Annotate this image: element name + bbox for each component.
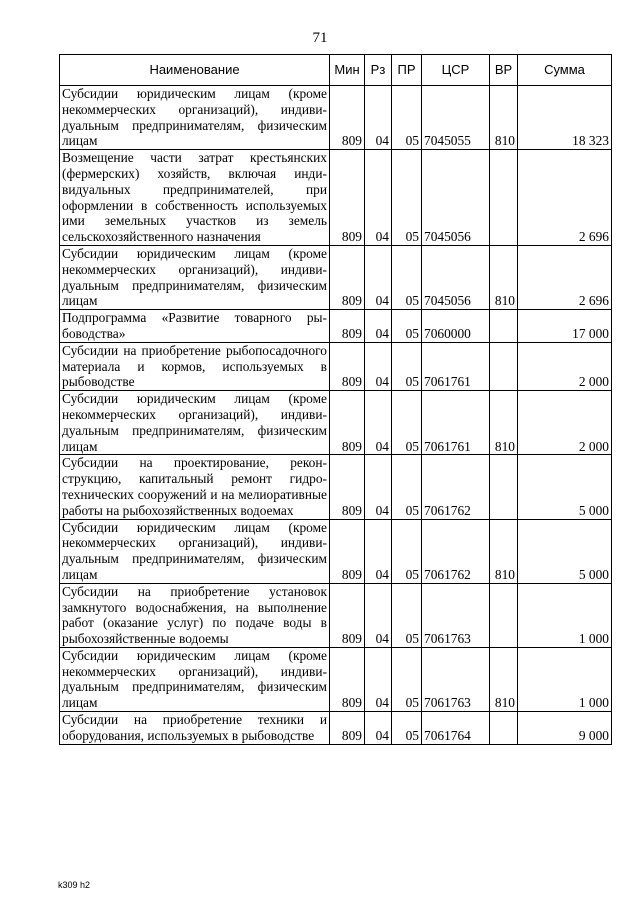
cell-sum: 1 000 xyxy=(518,583,612,647)
table-row xyxy=(60,86,612,150)
table-row xyxy=(60,342,612,390)
cell-pr: 05 xyxy=(392,712,422,745)
cell-pr: 05 xyxy=(392,391,422,455)
cell-sum: 5 000 xyxy=(518,519,612,583)
cell-name: Субсидии юридическим лицам (кроме некоммерческих организаций), индивидуальным предпринимателям, физическим лицам xyxy=(60,245,330,309)
table-row xyxy=(60,245,612,309)
cell-rz: 04 xyxy=(365,245,392,309)
header-csr: ЦСР xyxy=(422,55,490,86)
page-number: 71 xyxy=(312,30,328,46)
cell-rz: 04 xyxy=(365,342,392,390)
cell-sum: 18 323 xyxy=(518,86,612,150)
cell-vr xyxy=(490,342,518,390)
table-row xyxy=(60,519,612,583)
table-row xyxy=(60,455,612,519)
cell-name: Субсидии юридическим лицам (кроме некоммерческих организаций), индивидуальным предпринимателям, физическим лицам xyxy=(60,391,330,455)
cell-sum: 2 000 xyxy=(518,391,612,455)
table-body xyxy=(60,86,612,745)
cell-sum: 2 696 xyxy=(518,150,612,246)
cell-name: Субсидии на приобретение установок замкнутого водоснабжения, на выполнение работ (оказание услуг) по подаче воды в рыбохозяйственные водоемы xyxy=(60,583,330,647)
cell-name: Субсидии на приобретение техники и оборудования, используемых в рыбоводстве xyxy=(60,712,330,745)
cell-rz: 04 xyxy=(365,310,392,343)
cell-name: Возмещение части затрат крестьянских (фермерских) хозяйств, включая индивидуальных предпринимателей, при оформлении в собственность используемых ими земельных участков из земель сельскохозяйственного назначения xyxy=(60,150,330,246)
cell-sum: 17 000 xyxy=(518,310,612,343)
cell-pr: 05 xyxy=(392,310,422,343)
table-row xyxy=(60,150,612,246)
cell-csr: 7061764 xyxy=(422,712,490,745)
cell-sum: 5 000 xyxy=(518,455,612,519)
cell-sum: 9 000 xyxy=(518,712,612,745)
cell-csr: 7045056 xyxy=(422,150,490,246)
cell-min: 809 xyxy=(330,310,365,343)
cell-min: 809 xyxy=(330,455,365,519)
cell-name: Субсидии на проектирование, реконструкцию, капитальный ремонт гидротехнических сооружений и на мелиоративные работы на рыбохозяйственных водоемах xyxy=(60,455,330,519)
cell-csr: 7061763 xyxy=(422,647,490,711)
cell-name: Субсидии юридическим лицам (кроме некоммерческих организаций), индивидуальным предпринимателям, физическим лицам xyxy=(60,647,330,711)
cell-min: 809 xyxy=(330,245,365,309)
cell-name: Субсидии юридическим лицам (кроме некоммерческих организаций), индивидуальным предпринимателям, физическим лицам xyxy=(60,86,330,150)
table-row xyxy=(60,310,612,343)
cell-pr: 05 xyxy=(392,583,422,647)
header-vr: ВР xyxy=(490,55,518,86)
cell-sum: 2 000 xyxy=(518,342,612,390)
cell-min: 809 xyxy=(330,583,365,647)
cell-vr xyxy=(490,310,518,343)
cell-vr xyxy=(490,150,518,246)
cell-min: 809 xyxy=(330,342,365,390)
footer-code: k309 h2 xyxy=(58,880,91,890)
cell-min: 809 xyxy=(330,519,365,583)
cell-vr: 810 xyxy=(490,86,518,150)
cell-min: 809 xyxy=(330,86,365,150)
cell-pr: 05 xyxy=(392,150,422,246)
header-sum: Сумма xyxy=(518,55,612,86)
cell-rz: 04 xyxy=(365,647,392,711)
cell-sum: 1 000 xyxy=(518,647,612,711)
cell-csr: 7061762 xyxy=(422,455,490,519)
cell-vr xyxy=(490,712,518,745)
cell-rz: 04 xyxy=(365,455,392,519)
cell-pr: 05 xyxy=(392,647,422,711)
cell-min: 809 xyxy=(330,391,365,455)
cell-rz: 04 xyxy=(365,391,392,455)
cell-vr xyxy=(490,583,518,647)
cell-min: 809 xyxy=(330,647,365,711)
cell-sum: 2 696 xyxy=(518,245,612,309)
table-row xyxy=(60,391,612,455)
cell-csr: 7060000 xyxy=(422,310,490,343)
cell-rz: 04 xyxy=(365,712,392,745)
header-min: Мин xyxy=(330,55,365,86)
header-name: Наименование xyxy=(60,55,330,86)
table-header-row xyxy=(60,55,612,86)
header-pr: ПР xyxy=(392,55,422,86)
cell-csr: 7061761 xyxy=(422,342,490,390)
header-rz: Рз xyxy=(365,55,392,86)
cell-csr: 7061763 xyxy=(422,583,490,647)
cell-pr: 05 xyxy=(392,245,422,309)
cell-vr: 810 xyxy=(490,519,518,583)
cell-rz: 04 xyxy=(365,583,392,647)
cell-rz: 04 xyxy=(365,519,392,583)
cell-csr: 7045055 xyxy=(422,86,490,150)
cell-name: Субсидии на приобретение рыбопосадочного материала и кормов, используемых в рыбоводстве xyxy=(60,342,330,390)
cell-name: Подпрограмма «Развитие товарного рыбоводства» xyxy=(60,310,330,343)
cell-csr: 7061762 xyxy=(422,519,490,583)
cell-pr: 05 xyxy=(392,519,422,583)
cell-vr: 810 xyxy=(490,391,518,455)
cell-name: Субсидии юридическим лицам (кроме некоммерческих организаций), индивидуальным предпринимателям, физическим лицам xyxy=(60,519,330,583)
cell-pr: 05 xyxy=(392,86,422,150)
cell-vr: 810 xyxy=(490,245,518,309)
cell-pr: 05 xyxy=(392,342,422,390)
table-row xyxy=(60,583,612,647)
cell-pr: 05 xyxy=(392,455,422,519)
table-row xyxy=(60,647,612,711)
cell-vr: 810 xyxy=(490,647,518,711)
budget-table xyxy=(59,54,612,745)
cell-vr xyxy=(490,455,518,519)
cell-rz: 04 xyxy=(365,150,392,246)
cell-csr: 7061761 xyxy=(422,391,490,455)
cell-rz: 04 xyxy=(365,86,392,150)
cell-min: 809 xyxy=(330,712,365,745)
cell-csr: 7045056 xyxy=(422,245,490,309)
cell-min: 809 xyxy=(330,150,365,246)
table-row xyxy=(60,712,612,745)
